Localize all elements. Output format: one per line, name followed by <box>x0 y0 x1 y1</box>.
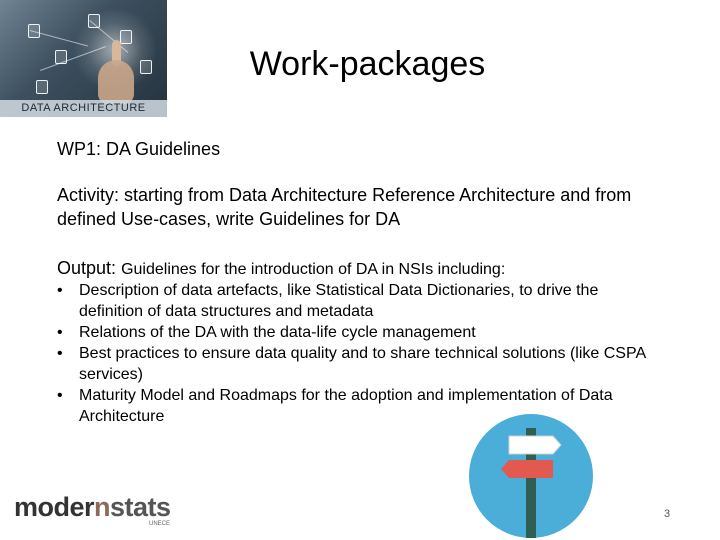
list-item-text: Maturity Model and Roadmaps for the adoption and implementation of Data Architecture <box>79 387 613 425</box>
image-hand <box>98 60 134 104</box>
wp-heading: WP1: DA Guidelines <box>57 139 221 159</box>
image-doc-icon <box>120 30 132 44</box>
image-doc-icon <box>88 14 100 28</box>
logo-part-1: moder <box>14 492 95 522</box>
signpost-lower-arrow <box>501 460 553 478</box>
bullet-icon: • <box>57 387 63 404</box>
logo-part-2: n <box>94 492 111 522</box>
logo-part-3: stats <box>110 492 171 522</box>
data-architecture-image <box>0 0 167 117</box>
bullet-icon: • <box>57 324 63 341</box>
modernstats-logo <box>14 492 174 528</box>
list-item <box>57 343 657 385</box>
image-doc-icon <box>55 50 67 64</box>
output-line <box>57 256 677 282</box>
logo-tagline: UNECE <box>148 521 170 527</box>
bullet-icon: • <box>57 282 63 299</box>
image-caption: DATA ARCHITECTURE <box>0 100 167 117</box>
activity-text: Activity: starting from Data Architecture Reference Architecture and from defined Use-cases, write Guidelines for DA <box>57 185 632 229</box>
list-item <box>57 322 657 343</box>
list-item <box>57 280 657 322</box>
list-item-text: Relations of the DA with the data-life cycle management <box>79 324 476 341</box>
bullet-list <box>57 280 657 427</box>
logo-wordmark <box>14 492 171 522</box>
image-doc-icon <box>36 80 48 94</box>
image-doc-icon <box>140 60 152 74</box>
output-text: Guidelines for the introduction of DA in NSIs including: <box>121 261 506 278</box>
signpost-upper-arrow <box>509 436 561 454</box>
list-item-text: Best practices to ensure data quality and to share technical solutions (like CSPA services) <box>79 345 646 383</box>
list-item-text: Description of data artefacts, like Statistical Data Dictionaries, to drive the definition of data structures and metadata <box>79 282 599 320</box>
signpost-icon <box>469 414 593 538</box>
page-number: 3 <box>664 508 671 520</box>
image-doc-icon <box>28 24 40 38</box>
output-label: Output: <box>57 258 117 278</box>
bullet-icon: • <box>57 345 63 362</box>
slide-title: Work-packages <box>249 45 486 83</box>
